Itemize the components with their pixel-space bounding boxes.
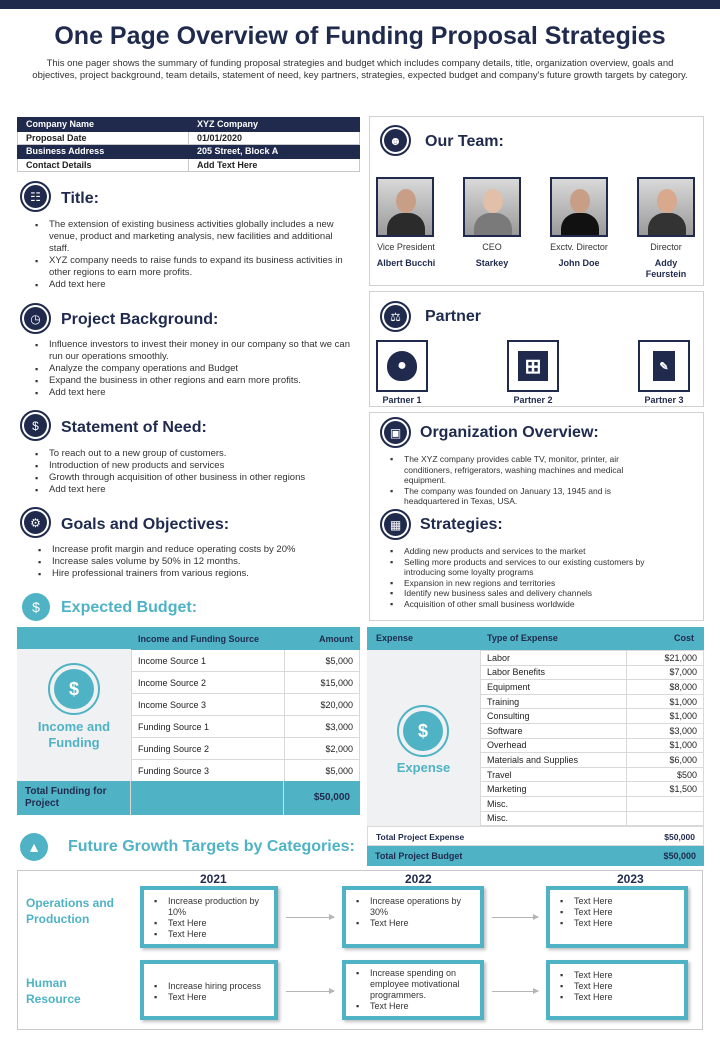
list-item: ▪ Expand the business in other regions and earn more profits.: [33, 375, 351, 387]
list-item: ▪ Identify new business sales and delivery channels: [388, 588, 688, 599]
arrow-right-icon: [492, 917, 538, 918]
member-role: Exctv. Director: [550, 242, 608, 252]
table-cell: Income Source 3: [132, 694, 285, 716]
expense-table: [480, 650, 704, 826]
column-header: Income and Funding Source: [132, 628, 285, 650]
table-cell: $5,000: [285, 760, 360, 782]
growth-heading: Future Growth Targets by Categories:: [68, 838, 355, 855]
growth-card-bullets: [558, 896, 678, 929]
avatar: [550, 177, 608, 237]
organization-strategies-panel: [369, 412, 704, 621]
statement-of-need-heading: Statement of Need:: [61, 419, 207, 436]
strategy-icon: ▦: [380, 509, 411, 540]
table-cell: Funding Source 2: [132, 738, 285, 760]
member-role: CEO: [482, 242, 502, 252]
column-header: Cost: [674, 633, 694, 643]
expense-cost-cell: $1,000: [627, 738, 704, 753]
growth-card: [342, 886, 484, 948]
goals-bullets: [36, 544, 354, 580]
growth-card-bullets: [354, 896, 479, 929]
table-cell: $3,000: [285, 716, 360, 738]
member-name: Starkey: [475, 258, 509, 268]
expense-type-cell: Overhead: [481, 738, 627, 753]
partner-panel: [369, 291, 704, 407]
expense-cost-cell: [627, 811, 704, 826]
expense-header-row: [367, 627, 704, 650]
team-panel: [369, 116, 704, 286]
list-item: ▪ Text Here: [558, 970, 678, 981]
list-item: ▪ Increase spending on employee motivational programmers.: [354, 968, 479, 1001]
list-item: ▪ Increase production by 10%: [152, 896, 267, 918]
income-total-row: [17, 781, 360, 815]
expense-label: Expense: [396, 760, 451, 775]
table-row: [132, 650, 360, 672]
year-label: 2021: [200, 872, 227, 886]
list-item: ▪ To reach out to a new group of customers.: [33, 448, 351, 460]
list-item: ▪ Text Here: [558, 992, 678, 1003]
expense-cost-cell: $21,000: [627, 651, 704, 666]
table-row: [18, 131, 360, 145]
statement-of-need-bullets: [33, 448, 351, 496]
pdf-icon: ✎: [638, 340, 690, 392]
table-row: [481, 796, 704, 811]
table-row: [481, 753, 704, 768]
organization-bullets: [388, 454, 658, 507]
member-role: Director: [650, 242, 682, 252]
growth-card-bullets: [354, 968, 479, 1012]
table-row: [132, 760, 360, 782]
list-item: ▪ Add text here: [33, 484, 351, 496]
member-name: Addy Feurstein: [645, 258, 687, 279]
top-accent-bar: [0, 0, 720, 9]
expense-cost-cell: $1,500: [627, 782, 704, 797]
income-total-label: Total Funding for Project: [25, 786, 107, 809]
column-header: Expense: [376, 633, 414, 643]
list-item: ▪ Text Here: [152, 918, 267, 929]
company-label: Proposal Date: [18, 131, 189, 145]
expense-type-cell: Misc.: [481, 811, 627, 826]
expense-type-cell: Labor: [481, 651, 627, 666]
arrow-right-icon: [492, 991, 538, 992]
expense-cost-cell: [627, 796, 704, 811]
expense-type-cell: Travel: [481, 767, 627, 782]
expense-type-cell: Software: [481, 723, 627, 738]
table-row: [481, 723, 704, 738]
member-name: John Doe: [558, 258, 600, 268]
table-cell: Income Source 1: [132, 650, 285, 672]
list-item: ▪ Adding new products and services to the market: [388, 546, 688, 557]
expense-cost-cell: $3,000: [627, 723, 704, 738]
title-heading: Title:: [61, 190, 99, 207]
table-row: [481, 680, 704, 695]
project-background-bullets: [33, 339, 351, 399]
expense-type-cell: Consulting: [481, 709, 627, 724]
member-name: Albert Bucchi: [376, 258, 436, 268]
expense-total-row: [367, 826, 704, 846]
page-subtitle: This one pager shows the summary of funding proposal strategies and budget which includes company details, title, organization overview, goals and objectives, project background, team details, statement of need, key partners, strategies, expected budget and company's future growth targets by category.: [32, 58, 688, 81]
list-item: ▪ Growth through acquisition of other business in other regions: [33, 472, 351, 484]
goals-heading: Goals and Objectives:: [61, 516, 230, 533]
strategies-bullets: [388, 546, 688, 609]
table-row: [18, 118, 360, 132]
hand-dollar-icon: $: [48, 663, 100, 715]
list-item: ▪ Text Here: [354, 1001, 479, 1012]
list-item: ▪ Increase profit margin and reduce operating costs by 20%: [36, 544, 354, 556]
table-row: [132, 738, 360, 760]
document-icon: ☷: [20, 181, 51, 212]
arrow-right-icon: [286, 991, 334, 992]
table-row: [481, 782, 704, 797]
handshake-icon: ⚖: [380, 301, 411, 332]
growth-row-label: Operations and Production: [26, 896, 115, 926]
list-item: ▪ Increase hiring process: [152, 981, 272, 992]
list-item: ▪ Increase operations by 30%: [354, 896, 479, 918]
expense-cost-cell: $7,000: [627, 665, 704, 680]
member-role: Vice President: [377, 242, 435, 252]
list-item: ▪ Text Here: [558, 907, 678, 918]
growth-card: [546, 960, 688, 1020]
arrow-right-icon: [286, 917, 334, 918]
expense-cost-cell: $1,000: [627, 709, 704, 724]
growth-card-bullets: [152, 896, 267, 940]
growth-row-label: Human Resource: [26, 976, 81, 1006]
project-background-heading: Project Background:: [61, 311, 219, 328]
invoice-icon: $: [20, 410, 51, 441]
list-item: ▪ The XYZ company provides cable TV, monitor, printer, air conditioners, refrigerators, washing machines and medical equipment.: [388, 454, 658, 486]
budget-total-label: Total Project Budget: [375, 851, 463, 861]
page-title: One Page Overview of Funding Proposal Strategies: [54, 22, 666, 50]
strategies-heading: Strategies:: [420, 516, 503, 533]
list-item: ▪ Text Here: [152, 929, 267, 940]
table-cell: $5,000: [285, 650, 360, 672]
team-heading: Our Team:: [425, 133, 504, 150]
table-row: [481, 709, 704, 724]
expense-type-cell: Marketing: [481, 782, 627, 797]
table-row: [481, 665, 704, 680]
income-table: [131, 627, 360, 782]
team-icon: ☻: [380, 125, 411, 156]
growth-card: [546, 886, 688, 948]
table-row: [481, 767, 704, 782]
growth-card: [140, 960, 278, 1020]
year-label: 2023: [617, 872, 644, 886]
column-header: Type of Expense: [487, 633, 558, 643]
partner-heading: Partner: [425, 308, 482, 325]
clipboard-dollar-icon: $: [397, 705, 449, 757]
table-cell: Funding Source 1: [132, 716, 285, 738]
table-row: [481, 811, 704, 826]
expense-type-cell: Misc.: [481, 796, 627, 811]
table-cell: Funding Source 3: [132, 760, 285, 782]
avatar: [637, 177, 695, 237]
expense-cost-cell: $6,000: [627, 753, 704, 768]
growth-card: [342, 960, 484, 1020]
list-item: ▪ Text Here: [354, 918, 479, 929]
table-row: [481, 738, 704, 753]
expense-type-cell: Equipment: [481, 680, 627, 695]
avatar: [376, 177, 434, 237]
growth-card: [140, 886, 278, 948]
expense-total-value: $50,000: [664, 832, 695, 842]
company-details-table: [17, 117, 360, 172]
income-label-panel: [17, 649, 131, 781]
table-cell: $20,000: [285, 694, 360, 716]
list-item: ▪ Add text here: [33, 279, 351, 291]
title-bullets: [33, 219, 351, 291]
table-header: [132, 628, 360, 650]
company-value: 01/01/2020: [189, 131, 360, 145]
expense-total-label: Total Project Expense: [376, 832, 465, 842]
income-funding-label: Income and Funding: [37, 719, 111, 750]
expense-type-cell: Materials and Supplies: [481, 753, 627, 768]
growth-card-bullets: [152, 981, 272, 1003]
table-row: [132, 716, 360, 738]
income-header-strip: [17, 627, 131, 649]
list-item: ▪ Hire professional trainers from various regions.: [36, 568, 354, 580]
list-item: ▪ Acquisition of other small business worldwide: [388, 599, 688, 610]
windows-icon: ⊞: [507, 340, 559, 392]
company-label: Company Name: [18, 118, 189, 132]
expense-cost-cell: $8,000: [627, 680, 704, 695]
expense-type-cell: Training: [481, 694, 627, 709]
company-value: 205 Street, Block A: [189, 145, 360, 159]
list-item: ▪ The extension of existing business activities globally includes a new venue, product and marketing analysis, new facilities and additional staff.: [33, 219, 351, 255]
table-cell: Income Source 2: [132, 672, 285, 694]
table-row: [132, 694, 360, 716]
list-item: ▪ Introduction of new products and services: [33, 460, 351, 472]
budget-heading: Expected Budget:: [61, 599, 198, 616]
year-label: 2022: [405, 872, 432, 886]
clock-icon: ◷: [20, 303, 51, 334]
expense-cost-cell: $1,000: [627, 694, 704, 709]
table-row: [481, 651, 704, 666]
apple-icon: ●: [376, 340, 428, 392]
avatar: [463, 177, 521, 237]
table-row: [132, 672, 360, 694]
money-bag-icon: $: [22, 593, 50, 621]
table-cell: $2,000: [285, 738, 360, 760]
company-label: Contact Details: [18, 158, 189, 172]
table-row: [18, 145, 360, 159]
expense-label-panel: [367, 650, 480, 826]
expense-cost-cell: $500: [627, 767, 704, 782]
income-total-value: $50,000: [313, 792, 350, 803]
org-chart-icon: ▣: [380, 417, 411, 448]
gear-icon: ⚙: [20, 507, 51, 538]
budget-total-value: $50,000: [663, 851, 696, 861]
partner-label: Partner 3: [644, 395, 684, 405]
list-item: ▪ Selling more products and services to our existing customers by introducing some loyalty programs: [388, 557, 688, 578]
partner-label: Partner 1: [382, 395, 422, 405]
company-label: Business Address: [18, 145, 189, 159]
growth-chart-icon: ▲: [20, 833, 48, 861]
company-value: XYZ Company: [189, 118, 360, 132]
expense-type-cell: Labor Benefits: [481, 665, 627, 680]
list-item: ▪ Analyze the company operations and Budget: [33, 363, 351, 375]
list-item: ▪ Text Here: [558, 896, 678, 907]
table-row: [481, 694, 704, 709]
list-item: ▪ Text Here: [558, 918, 678, 929]
list-item: ▪ Text Here: [558, 981, 678, 992]
list-item: ▪ XYZ company needs to raise funds to expand its business activities in other regions to earn more profits.: [33, 255, 351, 279]
company-value: Add Text Here: [189, 158, 360, 172]
list-item: ▪ Add text here: [33, 387, 351, 399]
list-item: ▪ Expansion in new regions and territories: [388, 578, 688, 589]
list-item: ▪ Influence investors to invest their money in our company so that we can run our operations smoothly.: [33, 339, 351, 363]
organization-heading: Organization Overview:: [420, 424, 599, 441]
table-cell: $15,000: [285, 672, 360, 694]
column-header: Amount: [285, 628, 360, 650]
list-item: ▪ Text Here: [152, 992, 272, 1003]
partner-label: Partner 2: [513, 395, 553, 405]
list-item: ▪ The company was founded on January 13, 1945 and is headquartered in Texas, USA.: [388, 486, 658, 507]
growth-card-bullets: [558, 970, 678, 1003]
table-row: [18, 158, 360, 172]
budget-total-row: [367, 846, 704, 866]
list-item: ▪ Increase sales volume by 50% in 12 months.: [36, 556, 354, 568]
